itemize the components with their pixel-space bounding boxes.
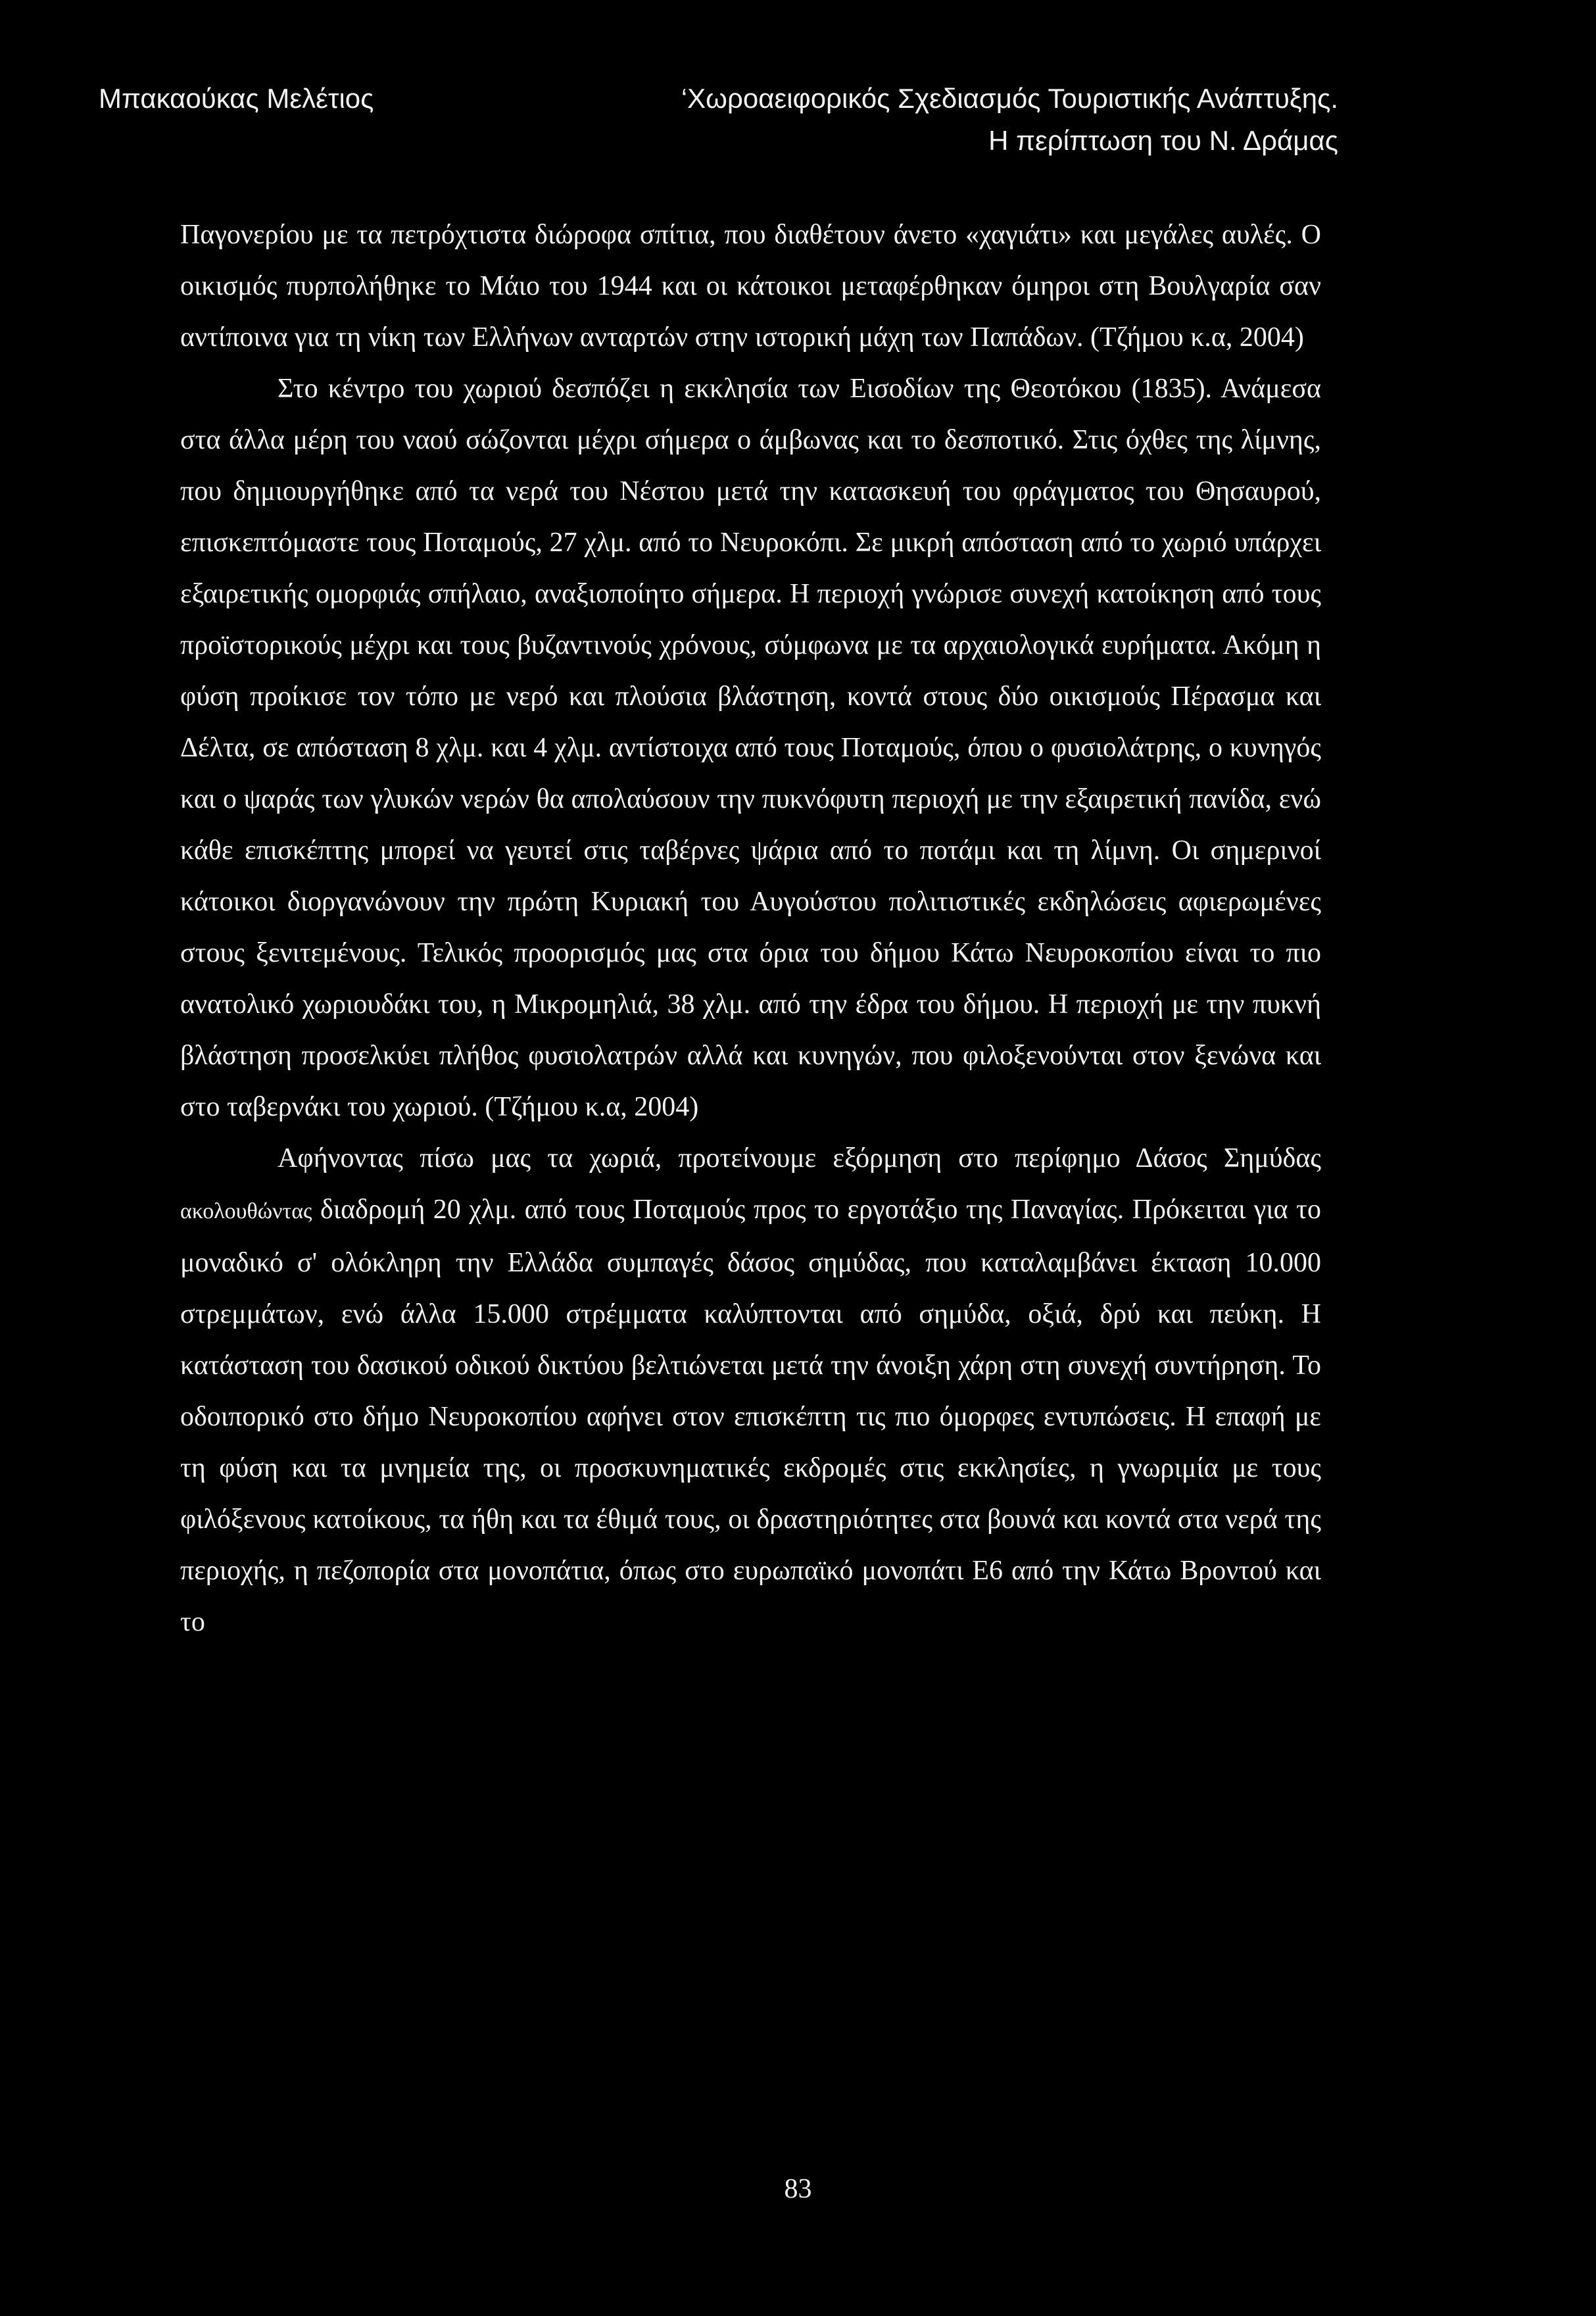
paragraph-3-part-1: Αφήνοντας πίσω μας τα χωριά, προτείνουμε εξόρμηση στο περίφημο Δάσος Σημύδας	[278, 1143, 1321, 1173]
paragraph-3	[180, 1133, 1321, 1648]
paragraph-2: Στο κέντρο του χωριού δεσπόζει η εκκλησία των Εισοδίων της Θεοτόκου (1835). Ανάμεσα στα άλλα μέρη του ναού σώζονται μέχρι σήμερα ο άμβωνας και το δεσποτικό. Στις όχθες της λίμνης, που δημιουργήθηκε από τα νερά του Νέστου μετά την κατασκευή του φράγματος του Θησαυρού, επισκεπτόμαστε τους Ποταμούς, 27 χλμ. από το Νευροκόπι. Σε μικρή απόσταση από το χωριό υπάρχει εξαιρετικής ομορφιάς σπήλαιο, αναξιοποίητο σήμερα. Η περιοχή γνώρισε συνεχή κατοίκηση από τους προϊστορικούς μέχρι και τους βυζαντινούς χρόνους, σύμφωνα με τα αρχαιολογικά ευρήματα. Ακόμη η φύση προίκισε τον τόπο με νερό και πλούσια βλάστηση, κοντά στους δύο οικισμούς Πέρασμα και Δέλτα, σε απόσταση 8 χλμ. και 4 χλμ. αντίστοιχα από τους Ποταμούς, όπου ο φυσιολάτρης, ο κυνηγός και ο ψαράς των γλυκών νερών θα απολαύσουν την πυκνόφυτη περιοχή με την εξαιρετική πανίδα, ενώ κάθε επισκέπτης μπορεί να γευτεί στις ταβέρνες ψάρια από το ποτάμι και τη λίμνη. Οι σημερινοί κάτοικοι διοργανώνουν την πρώτη Κυριακή του Αυγούστου πολιτιστικές εκδηλώσεις αφιερωμένες στους ξενιτεμένους. Τελικός προορισμός μας στα όρια του δήμου Κάτω Νευροκοπίου είναι το πιο ανατολικό χωριουδάκι του, η Μικρομηλιά, 38 χλμ. από την έδρα του δήμου. Η περιοχή με την πυκνή βλάστηση προσελκύει πλήθος φυσιολατρών αλλά και κυνηγών, που φιλοξενούνται στον ξενώνα και στο ταβερνάκι του χωριού. (Τζήμου κ.α, 2004)	[180, 374, 1321, 1122]
header-title-line-2: Η περίπτωση του Ν. Δράμας	[988, 125, 1338, 156]
body-text	[180, 209, 1321, 1648]
paragraph-3-small-text: ακολουθώντας	[180, 1199, 312, 1223]
paragraph-1: Παγονερίου με τα πετρόχτιστα διώροφα σπίτια, που διαθέτουν άνετο «χαγιάτι» και μεγάλες αυλές. Ο οικισμός πυρπολήθηκε το Μάιο του 1944 και οι κάτοικοι μεταφέρθηκαν όμηροι στη Βουλγαρία σαν αντίποινα για τη νίκη των Ελλήνων ανταρτών στην ιστορική μάχη των Παπάδων. (Τζήμου κ.α, 2004)	[180, 220, 1321, 353]
header-author: Μπακαούκας Μελέτιος	[99, 83, 374, 114]
page-number: 83	[784, 2174, 812, 2204]
header-title	[681, 78, 1338, 162]
paragraph-3-part-2: διαδρομή 20 χλμ. από τους Ποταμούς προς το εργοτάξιο της Παναγίας. Πρόκειται για το μοναδικό σ' ολόκληρη την Ελλάδα συμπαγές δάσος σημύδας, που καταλαμβάνει έκταση 10.000 στρεμμάτων, ενώ άλλα 15.000 στρέμματα καλύπτονται από σημύδα, οξιά, δρύ και πεύκη. Η κατάσταση του δασικού οδικού δικτύου βελτιώνεται μετά την άνοιξη χάρη στη συνεχή συντήρηση. Το οδοιπορικό στο δήμο Νευροκοπίου αφήνει στον επισκέπτη τις πιο όμορφες εντυπώσεις. Η επαφή με τη φύση και τα μνημεία της, οι προσκυνηματικές εκδρομές στις εκκλησίες, η γνωριμία με τους φιλόξενους κατοίκους, τα ήθη και τα έθιμά τους, οι δραστηριότητες στα βουνά και κοντά στα νερά της περιοχής, η πεζοπορία στα μονοπάτια, όπως στο ευρωπαϊκό μονοπάτι Ε6 από την Κάτω Βροντού και το	[180, 1195, 1321, 1637]
header-title-line-1: ‘Χωροαειφορικός Σχεδιασμός Τουριστικής Ανάπτυξης.	[681, 83, 1338, 114]
